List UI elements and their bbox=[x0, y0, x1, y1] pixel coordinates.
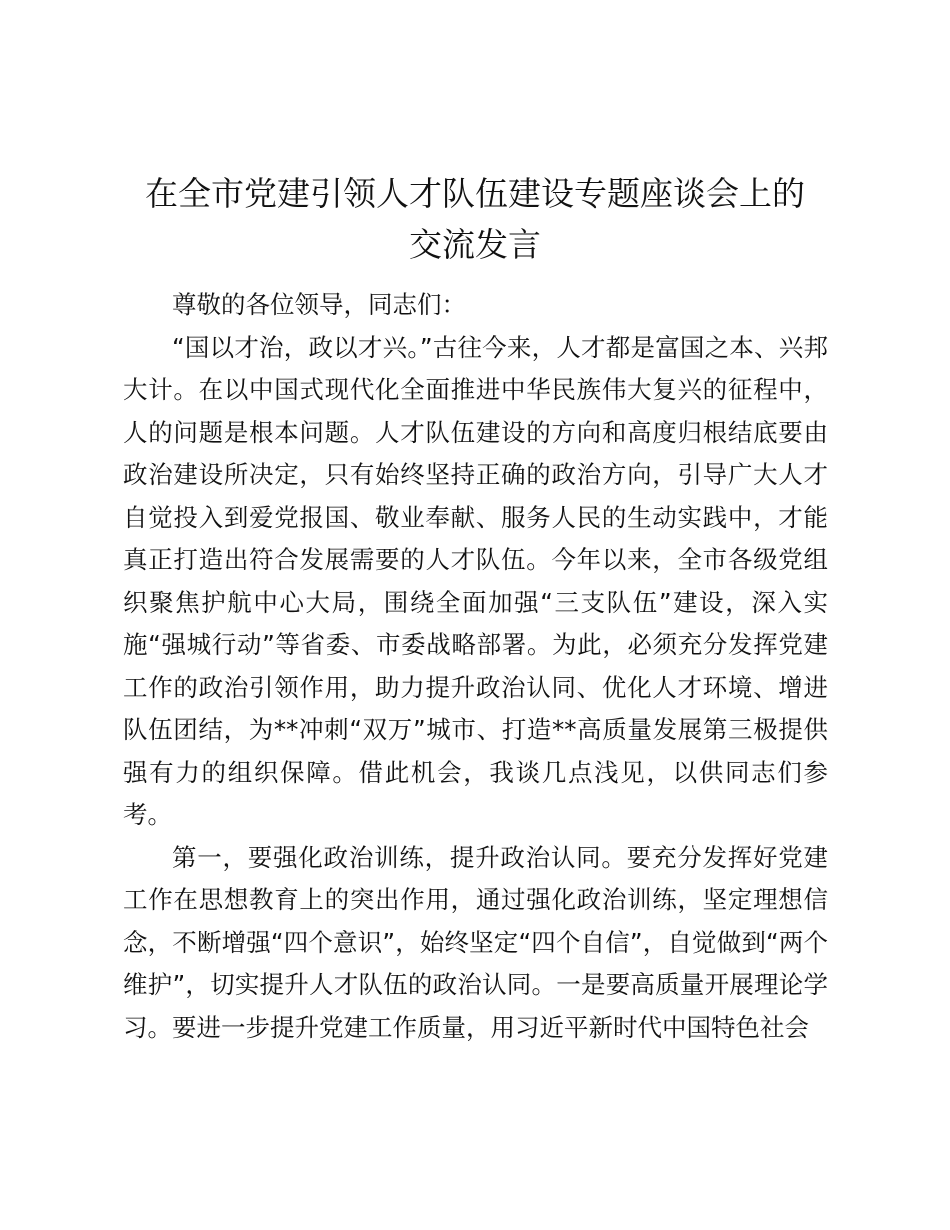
title-line-2: 交流发言 bbox=[409, 225, 541, 264]
salutation-paragraph: 尊敬的各位领导，同志们： bbox=[172, 290, 466, 319]
document-body bbox=[123, 284, 828, 1049]
title-line-1: 在全市党建引领人才队伍建设专题座谈会上的 bbox=[145, 174, 805, 213]
intro-paragraph: “国以才治，政以才兴。”古往今来，人才都是富国之本、兴邦大计。在以中国式现代化全面推进中华民族伟大复兴的征程中，人的问题是根本问题。人才队伍建设的方向和高度归根结底要由政治建设所决定，只有始终坚持正确的政治方向，引导广大人才自觉投入到爱党报国、敬业奉献、服务人民的生动实践中，才能真正打造出符合发展需要的人才队伍。今年以来，全市各级党组织聚焦护航中心大局，围绕全面加强“三支队伍”建设，深入实施“强城行动”等省委、市委战略部署。为此，必须充分发挥党建工作的政治引领作用，助力提升政治认同、优化人才环境、增进队伍团结，为**冲刺“双万”城市、打造**高质量发展第三极提供强有力的组织保障。借此机会，我谈几点浅见，以供同志们参考。 bbox=[123, 332, 828, 829]
document-title bbox=[120, 168, 830, 270]
point-one-paragraph: 第一，要强化政治训练，提升政治认同。要充分发挥好党建工作在思想教育上的突出作用，通过强化政治训练，坚定理想信念，不断增强“四个意识”，始终坚定“四个自信”，自觉做到“两个维护”，切实提升人才队伍的政治认同。一是要高质量开展理论学习。要进一步提升党建工作质量，用习近平新时代中国特色社会 bbox=[123, 842, 828, 1042]
